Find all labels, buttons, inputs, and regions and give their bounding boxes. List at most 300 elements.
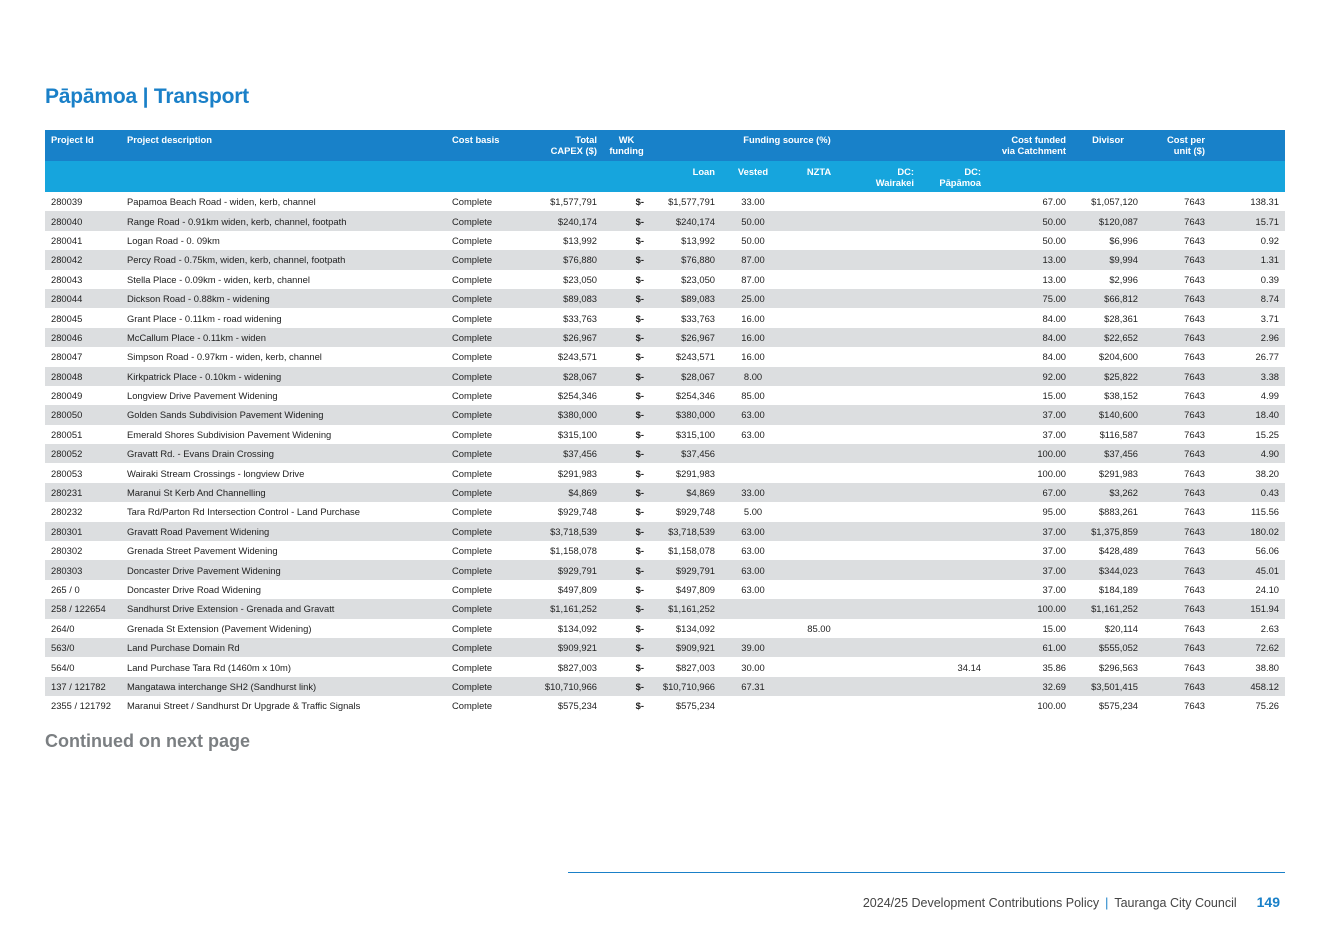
cell-cost-per-unit: 7643 bbox=[1184, 390, 1205, 402]
cell-cost-basis: Complete bbox=[446, 483, 526, 502]
cell-cost-per-unit: 7643 bbox=[1184, 584, 1205, 595]
table-row bbox=[45, 250, 1285, 269]
cell-project-description: Grenada Street Pavement Widening bbox=[127, 545, 278, 557]
cell-dc-papamoa bbox=[920, 560, 987, 579]
cell-total-capex: $10,710,966 bbox=[526, 677, 603, 696]
cell-nzta bbox=[785, 638, 853, 657]
cell-nzta bbox=[785, 328, 853, 347]
footer-council-name: Tauranga City Council bbox=[1114, 896, 1237, 910]
table-row bbox=[45, 657, 1285, 676]
cell-dc-papamoa bbox=[920, 522, 987, 541]
cell-divisor: $555,052 bbox=[1072, 638, 1144, 657]
cell-loan: $240,174 bbox=[650, 211, 721, 230]
cell-project-description: Mangatawa interchange SH2 (Sandhurst link) bbox=[121, 677, 446, 696]
cell-dc-wairakei bbox=[853, 367, 920, 386]
cell-nzta bbox=[785, 386, 853, 405]
cell-project-description: Land Purchase Tara Rd (1460m x 10m) bbox=[127, 661, 291, 673]
cell-cost-basis: Complete bbox=[452, 234, 493, 246]
cell-divisor: $20,114 bbox=[1104, 622, 1138, 634]
cell-cost-per-unit: 7643 bbox=[1144, 444, 1211, 463]
cell-cost-funded: 37.00 bbox=[987, 405, 1072, 424]
cell-dc-wairakei bbox=[853, 696, 920, 715]
cell-wk-funding: $- bbox=[635, 428, 644, 440]
cell-cost-per-unit: 7643 bbox=[1144, 250, 1211, 269]
cell-wk-funding: $- bbox=[603, 328, 650, 347]
cell-cost-funded: 37.00 bbox=[1042, 428, 1066, 440]
cell-dc-papamoa bbox=[920, 192, 987, 211]
cell-project-id: 280053 bbox=[51, 467, 83, 479]
cell-cost-funded: 100.00 bbox=[1037, 467, 1066, 479]
cell-dc-papamoa bbox=[920, 211, 987, 230]
cell-dc-wairakei bbox=[853, 580, 920, 599]
cell-cost-funded: 95.00 bbox=[1042, 506, 1066, 518]
cell-nzta bbox=[785, 211, 853, 230]
cell-wk-funding: $- bbox=[603, 560, 650, 579]
header-project-id: Project Id bbox=[45, 130, 121, 161]
cell-total: 0.92 bbox=[1260, 234, 1279, 246]
cell-dc-papamoa bbox=[920, 502, 987, 521]
table-row bbox=[45, 483, 1285, 502]
cell-divisor: $37,456 bbox=[1072, 444, 1144, 463]
cell-dc-wairakei bbox=[853, 192, 920, 211]
cell-project-id: 280232 bbox=[51, 506, 83, 518]
cell-vested bbox=[721, 599, 785, 618]
cell-vested: 85.00 bbox=[741, 390, 765, 402]
cell-cost-funded: 37.00 bbox=[1042, 545, 1066, 557]
cell-total: 8.74 bbox=[1211, 289, 1285, 308]
cell-wk-funding: $- bbox=[635, 545, 644, 557]
cell-project-description: Longview Drive Pavement Widening bbox=[127, 390, 278, 402]
cell-vested bbox=[721, 696, 785, 715]
cell-divisor: $1,161,252 bbox=[1072, 599, 1144, 618]
cell-total-capex: $575,234 bbox=[557, 700, 597, 712]
cell-project-description: Doncaster Drive Pavement Widening bbox=[121, 560, 446, 579]
cell-cost-funded: 75.00 bbox=[987, 289, 1072, 308]
header-total-capex-line2: CAPEX ($) bbox=[550, 145, 597, 156]
cell-cost-basis: Complete bbox=[452, 584, 493, 595]
cell-dc-papamoa bbox=[920, 328, 987, 347]
cell-total: 2.96 bbox=[1211, 328, 1285, 347]
header-cost-per-unit-line2: unit ($) bbox=[1173, 145, 1205, 156]
cell-project-id: 563/0 bbox=[45, 638, 121, 657]
cell-dc-wairakei bbox=[853, 657, 920, 676]
cell-dc-wairakei bbox=[853, 250, 920, 269]
cell-vested bbox=[721, 444, 785, 463]
cell-cost-basis: Complete bbox=[452, 351, 493, 363]
cell-dc-wairakei bbox=[853, 677, 920, 696]
footer-separator: | bbox=[1105, 896, 1109, 910]
cell-total: 115.56 bbox=[1251, 506, 1279, 518]
cell-cost-basis: Complete bbox=[446, 405, 526, 424]
cell-total: 15.25 bbox=[1255, 428, 1279, 440]
cell-dc-papamoa bbox=[920, 347, 987, 366]
cell-cost-per-unit: 7643 bbox=[1184, 506, 1205, 518]
cell-loan: $23,050 bbox=[681, 273, 715, 285]
cell-divisor: $291,983 bbox=[1098, 467, 1138, 479]
cell-divisor: $2,996 bbox=[1109, 273, 1138, 285]
cell-cost-basis: Complete bbox=[452, 428, 493, 440]
cell-total-capex: $4,869 bbox=[526, 483, 603, 502]
cell-total: 38.80 bbox=[1255, 661, 1279, 673]
cell-total-capex: $240,174 bbox=[526, 211, 603, 230]
cell-total-capex: $1,161,252 bbox=[526, 599, 603, 618]
cell-nzta bbox=[785, 347, 853, 366]
cell-divisor: $22,652 bbox=[1072, 328, 1144, 347]
cell-total-capex: $254,346 bbox=[557, 390, 597, 402]
table-row bbox=[45, 347, 1285, 366]
cell-cost-per-unit: 7643 bbox=[1184, 622, 1205, 634]
header-wk-funding-line2: funding bbox=[609, 145, 644, 156]
cell-total: 4.99 bbox=[1260, 390, 1279, 402]
cell-nzta bbox=[785, 367, 853, 386]
cell-cost-per-unit: 7643 bbox=[1184, 196, 1205, 208]
table-row bbox=[45, 386, 1285, 405]
cell-vested: 50.00 bbox=[721, 211, 785, 230]
cell-wk-funding: $- bbox=[603, 211, 650, 230]
cell-total-capex: $1,158,078 bbox=[550, 545, 597, 557]
cell-project-id: 280303 bbox=[45, 560, 121, 579]
cell-dc-wairakei bbox=[853, 289, 920, 308]
cell-dc-papamoa bbox=[920, 250, 987, 269]
header-wk-funding-line1: WK bbox=[618, 134, 635, 145]
cell-divisor: $184,189 bbox=[1098, 584, 1138, 595]
cell-cost-basis: Complete bbox=[446, 560, 526, 579]
cell-loan: $575,234 bbox=[675, 700, 715, 712]
cell-cost-basis: Complete bbox=[452, 661, 493, 673]
cell-project-description: Percy Road - 0.75km, widen, kerb, channel, footpath bbox=[121, 250, 446, 269]
cell-loan: $13,992 bbox=[681, 234, 715, 246]
cell-total-capex: $76,880 bbox=[526, 250, 603, 269]
cell-total: 151.94 bbox=[1211, 599, 1285, 618]
cell-wk-funding: $- bbox=[635, 622, 644, 634]
cell-total: 75.26 bbox=[1255, 700, 1279, 712]
cell-project-id: 265 / 0 bbox=[51, 584, 80, 595]
cell-total-capex: $23,050 bbox=[563, 273, 597, 285]
cell-project-description: Maranui Street / Sandhurst Dr Upgrade & Traffic Signals bbox=[127, 700, 361, 712]
header-loan: Loan bbox=[650, 161, 721, 192]
cell-loan: $37,456 bbox=[650, 444, 721, 463]
header-cost-per-unit bbox=[1144, 130, 1211, 161]
cell-cost-funded: 84.00 bbox=[1042, 312, 1066, 324]
cell-dc-papamoa bbox=[920, 483, 987, 502]
cell-total-capex: $89,083 bbox=[526, 289, 603, 308]
cell-vested: 63.00 bbox=[721, 560, 785, 579]
page-number: 149 bbox=[1256, 894, 1280, 910]
cell-divisor: $204,600 bbox=[1098, 351, 1138, 363]
table-row bbox=[45, 619, 1285, 638]
cell-total: 180.02 bbox=[1211, 522, 1285, 541]
cell-total: 0.43 bbox=[1211, 483, 1285, 502]
cell-project-id: 280052 bbox=[45, 444, 121, 463]
cell-total-capex: $28,067 bbox=[526, 367, 603, 386]
cell-nzta bbox=[785, 696, 853, 715]
cell-divisor: $6,996 bbox=[1109, 234, 1138, 246]
cell-loan: $134,092 bbox=[675, 622, 715, 634]
cell-dc-wairakei bbox=[853, 619, 920, 638]
cell-dc-wairakei bbox=[853, 483, 920, 502]
cell-divisor: $116,587 bbox=[1099, 428, 1138, 440]
cell-vested: 63.00 bbox=[741, 428, 765, 440]
header-total-capex bbox=[526, 130, 603, 161]
table-row bbox=[45, 405, 1285, 424]
cell-divisor: $3,262 bbox=[1072, 483, 1144, 502]
cell-total: 458.12 bbox=[1211, 677, 1285, 696]
table-row bbox=[45, 367, 1285, 386]
cell-wk-funding: $- bbox=[603, 522, 650, 541]
cell-project-id: 258 / 122654 bbox=[45, 599, 121, 618]
cell-cost-per-unit: 7643 bbox=[1144, 522, 1211, 541]
table-row bbox=[45, 211, 1285, 230]
cell-wk-funding: $- bbox=[635, 234, 644, 246]
cell-project-description: Stella Place - 0.09km - widen, kerb, channel bbox=[127, 273, 310, 285]
cell-total-capex: $909,921 bbox=[526, 638, 603, 657]
cell-total-capex: $315,100 bbox=[557, 428, 597, 440]
cell-nzta bbox=[785, 677, 853, 696]
cell-cost-per-unit: 7643 bbox=[1184, 428, 1205, 440]
cell-cost-per-unit: 7643 bbox=[1184, 545, 1205, 557]
header-dc-papamoa-line2: Pāpāmoa bbox=[939, 177, 981, 188]
cell-divisor: $66,812 bbox=[1072, 289, 1144, 308]
cell-wk-funding: $- bbox=[635, 661, 644, 673]
cell-cost-basis: Complete bbox=[452, 467, 493, 479]
cell-dc-papamoa bbox=[920, 580, 987, 599]
cell-loan: $1,158,078 bbox=[668, 545, 715, 557]
cell-project-description: Range Road - 0.91km widen, kerb, channel, footpath bbox=[121, 211, 446, 230]
cell-loan: $26,967 bbox=[650, 328, 721, 347]
cell-nzta bbox=[785, 444, 853, 463]
header-dc-wairakei-line1: DC: bbox=[897, 166, 914, 177]
cell-total: 38.20 bbox=[1255, 467, 1279, 479]
table-row bbox=[45, 463, 1285, 482]
cell-cost-per-unit: 7643 bbox=[1144, 367, 1211, 386]
cell-cost-funded: 13.00 bbox=[987, 250, 1072, 269]
header-dc-wairakei-line2: Wairakei bbox=[875, 177, 914, 188]
cell-cost-per-unit: 7643 bbox=[1184, 700, 1205, 712]
cell-cost-funded: 100.00 bbox=[1037, 700, 1066, 712]
header-dc-wairakei bbox=[853, 161, 920, 192]
cell-dc-wairakei bbox=[853, 463, 920, 482]
table-row bbox=[45, 696, 1285, 715]
cell-vested: 5.00 bbox=[743, 506, 763, 518]
cell-loan: $28,067 bbox=[650, 367, 721, 386]
cell-cost-funded: 100.00 bbox=[987, 444, 1072, 463]
cell-cost-basis: Complete bbox=[446, 367, 526, 386]
cell-dc-papamoa bbox=[920, 677, 987, 696]
cell-loan: $10,710,966 bbox=[650, 677, 721, 696]
cell-project-description: Simpson Road - 0.97km - widen, kerb, channel bbox=[127, 351, 322, 363]
cell-total-capex: $380,000 bbox=[526, 405, 603, 424]
cell-loan: $1,577,791 bbox=[668, 196, 715, 208]
header-cost-per-unit-line1: Cost per bbox=[1166, 134, 1205, 145]
cell-dc-papamoa bbox=[920, 231, 987, 250]
cell-project-description: Grenada St Extension (Pavement Widening) bbox=[127, 622, 312, 634]
cell-total: 26.77 bbox=[1255, 351, 1279, 363]
cell-total-capex: $134,092 bbox=[557, 622, 597, 634]
cell-project-id: 280042 bbox=[45, 250, 121, 269]
continued-note: Continued on next page bbox=[45, 731, 250, 751]
cell-dc-wairakei bbox=[853, 522, 920, 541]
cell-dc-papamoa bbox=[920, 463, 987, 482]
cell-divisor: $25,822 bbox=[1072, 367, 1144, 386]
header-vested: Vested bbox=[721, 161, 785, 192]
cell-cost-funded: 84.00 bbox=[987, 328, 1072, 347]
cell-cost-per-unit: 7643 bbox=[1184, 234, 1205, 246]
cell-dc-wairakei bbox=[853, 308, 920, 327]
cell-nzta: 85.00 bbox=[807, 622, 831, 634]
cell-dc-papamoa bbox=[920, 599, 987, 618]
cell-total: 56.06 bbox=[1255, 545, 1279, 557]
cell-dc-wairakei bbox=[853, 541, 920, 560]
cell-cost-basis: Complete bbox=[452, 545, 493, 557]
cell-cost-basis: Complete bbox=[446, 522, 526, 541]
cell-loan: $909,921 bbox=[650, 638, 721, 657]
cell-total: 72.62 bbox=[1211, 638, 1285, 657]
cell-divisor: $1,057,120 bbox=[1091, 196, 1138, 208]
cell-nzta bbox=[785, 425, 853, 444]
cell-project-description: Gravatt Road Pavement Widening bbox=[121, 522, 446, 541]
cell-cost-per-unit: 7643 bbox=[1144, 599, 1211, 618]
cell-project-id: 264/0 bbox=[51, 622, 75, 634]
cell-wk-funding: $- bbox=[603, 367, 650, 386]
header-row-primary bbox=[45, 130, 1285, 161]
cell-dc-wairakei bbox=[853, 347, 920, 366]
cell-project-id: 280231 bbox=[45, 483, 121, 502]
cell-nzta bbox=[785, 250, 853, 269]
header-divisor: Divisor bbox=[1072, 130, 1144, 161]
cell-dc-papamoa: 34.14 bbox=[957, 661, 981, 673]
footer-policy-title: 2024/25 Development Contributions Policy bbox=[862, 896, 1100, 910]
header-dc-papamoa-line1: DC: bbox=[964, 166, 981, 177]
cell-total: 45.01 bbox=[1211, 560, 1285, 579]
header-nzta: NZTA bbox=[785, 161, 853, 192]
cell-nzta bbox=[785, 483, 853, 502]
cell-project-id: 280048 bbox=[45, 367, 121, 386]
cell-wk-funding: $- bbox=[603, 250, 650, 269]
cell-cost-basis: Complete bbox=[446, 638, 526, 657]
cell-total-capex: $37,456 bbox=[526, 444, 603, 463]
cell-nzta bbox=[785, 192, 853, 211]
cell-wk-funding: $- bbox=[635, 351, 644, 363]
cell-dc-papamoa bbox=[920, 270, 987, 289]
cell-loan: $827,003 bbox=[675, 661, 715, 673]
table-row bbox=[45, 328, 1285, 347]
cell-vested: 16.00 bbox=[721, 328, 785, 347]
cell-cost-per-unit: 7643 bbox=[1184, 661, 1205, 673]
cell-cost-funded: 50.00 bbox=[1042, 234, 1066, 246]
cell-total: 24.10 bbox=[1255, 584, 1279, 595]
cell-total-capex: $1,577,791 bbox=[550, 196, 597, 208]
cell-cost-per-unit: 7643 bbox=[1184, 312, 1205, 324]
cell-project-id: 280049 bbox=[51, 390, 83, 402]
cell-nzta bbox=[785, 599, 853, 618]
cell-cost-funded: 35.86 bbox=[1042, 661, 1066, 673]
cell-divisor: $575,234 bbox=[1098, 700, 1138, 712]
cell-total: 138.31 bbox=[1250, 196, 1279, 208]
cell-total: 0.39 bbox=[1260, 273, 1279, 285]
table-row bbox=[45, 192, 1285, 211]
cell-vested: 63.00 bbox=[741, 545, 765, 557]
cell-cost-funded: 15.00 bbox=[1042, 622, 1066, 634]
table-row bbox=[45, 231, 1285, 250]
header-dc-papamoa bbox=[920, 161, 987, 192]
header-row-secondary bbox=[45, 161, 1285, 192]
cell-project-description: Sandhurst Drive Extension - Grenada and Gravatt bbox=[121, 599, 446, 618]
cell-wk-funding: $- bbox=[603, 599, 650, 618]
cell-wk-funding: $- bbox=[635, 467, 644, 479]
header-cost-funded-line2: via Catchment bbox=[1001, 145, 1066, 156]
table-row bbox=[45, 599, 1285, 618]
table-row bbox=[45, 638, 1285, 657]
cell-total: 1.31 bbox=[1211, 250, 1285, 269]
cell-project-id: 280051 bbox=[51, 428, 83, 440]
cell-nzta bbox=[785, 231, 853, 250]
cell-loan: $33,763 bbox=[681, 312, 715, 324]
cell-cost-per-unit: 7643 bbox=[1144, 677, 1211, 696]
cell-dc-wairakei bbox=[853, 425, 920, 444]
cell-total-capex: $33,763 bbox=[563, 312, 597, 324]
cell-project-description: Land Purchase Domain Rd bbox=[121, 638, 446, 657]
cell-project-id: 280050 bbox=[45, 405, 121, 424]
cell-cost-per-unit: 7643 bbox=[1144, 328, 1211, 347]
header-project-description: Project description bbox=[121, 130, 446, 161]
cell-nzta bbox=[785, 541, 853, 560]
cell-cost-per-unit: 7643 bbox=[1144, 638, 1211, 657]
cell-dc-papamoa bbox=[920, 425, 987, 444]
page-title: Pāpāmoa | Transport bbox=[45, 85, 249, 108]
cell-loan: $76,880 bbox=[650, 250, 721, 269]
cell-total: 3.71 bbox=[1260, 312, 1279, 324]
cell-loan: $929,748 bbox=[675, 506, 715, 518]
cell-project-description: Papamoa Beach Road - widen, kerb, channel bbox=[127, 196, 316, 208]
cell-loan: $1,161,252 bbox=[650, 599, 721, 618]
cell-cost-per-unit: 7643 bbox=[1144, 405, 1211, 424]
cell-total-capex: $291,983 bbox=[557, 467, 597, 479]
table-row bbox=[45, 560, 1285, 579]
cell-project-description: Logan Road - 0. 09km bbox=[127, 234, 220, 246]
table-row bbox=[45, 541, 1285, 560]
cell-total-capex: $243,571 bbox=[557, 351, 597, 363]
table-row bbox=[45, 580, 1285, 599]
cell-total: 15.71 bbox=[1211, 211, 1285, 230]
cell-project-id: 280043 bbox=[51, 273, 83, 285]
table-row bbox=[45, 502, 1285, 521]
header-funding-source: Funding source (%) bbox=[721, 130, 853, 161]
cell-cost-basis: Complete bbox=[452, 622, 493, 634]
header-cost-funded bbox=[987, 130, 1072, 161]
cell-project-description: Golden Sands Subdivision Pavement Widening bbox=[121, 405, 446, 424]
cell-divisor: $28,361 bbox=[1104, 312, 1138, 324]
cell-cost-funded: 37.00 bbox=[987, 560, 1072, 579]
cell-divisor: $344,023 bbox=[1072, 560, 1144, 579]
cell-wk-funding: $- bbox=[603, 677, 650, 696]
cell-cost-funded: 100.00 bbox=[987, 599, 1072, 618]
cell-cost-funded: 13.00 bbox=[1042, 273, 1066, 285]
cell-dc-papamoa bbox=[920, 386, 987, 405]
cell-project-id: 280040 bbox=[45, 211, 121, 230]
page-footer bbox=[863, 894, 1280, 910]
cell-divisor: $883,261 bbox=[1098, 506, 1138, 518]
cell-total-capex: $13,992 bbox=[563, 234, 597, 246]
cell-cost-funded: 37.00 bbox=[1042, 584, 1066, 595]
cell-project-description: Maranui St Kerb And Channelling bbox=[121, 483, 446, 502]
cell-loan: $291,983 bbox=[675, 467, 715, 479]
cell-project-id: 564/0 bbox=[51, 661, 75, 673]
cell-dc-wairakei bbox=[853, 386, 920, 405]
cell-loan: $254,346 bbox=[675, 390, 715, 402]
cell-dc-papamoa bbox=[920, 367, 987, 386]
cell-total: 18.40 bbox=[1211, 405, 1285, 424]
cell-nzta bbox=[785, 580, 853, 599]
